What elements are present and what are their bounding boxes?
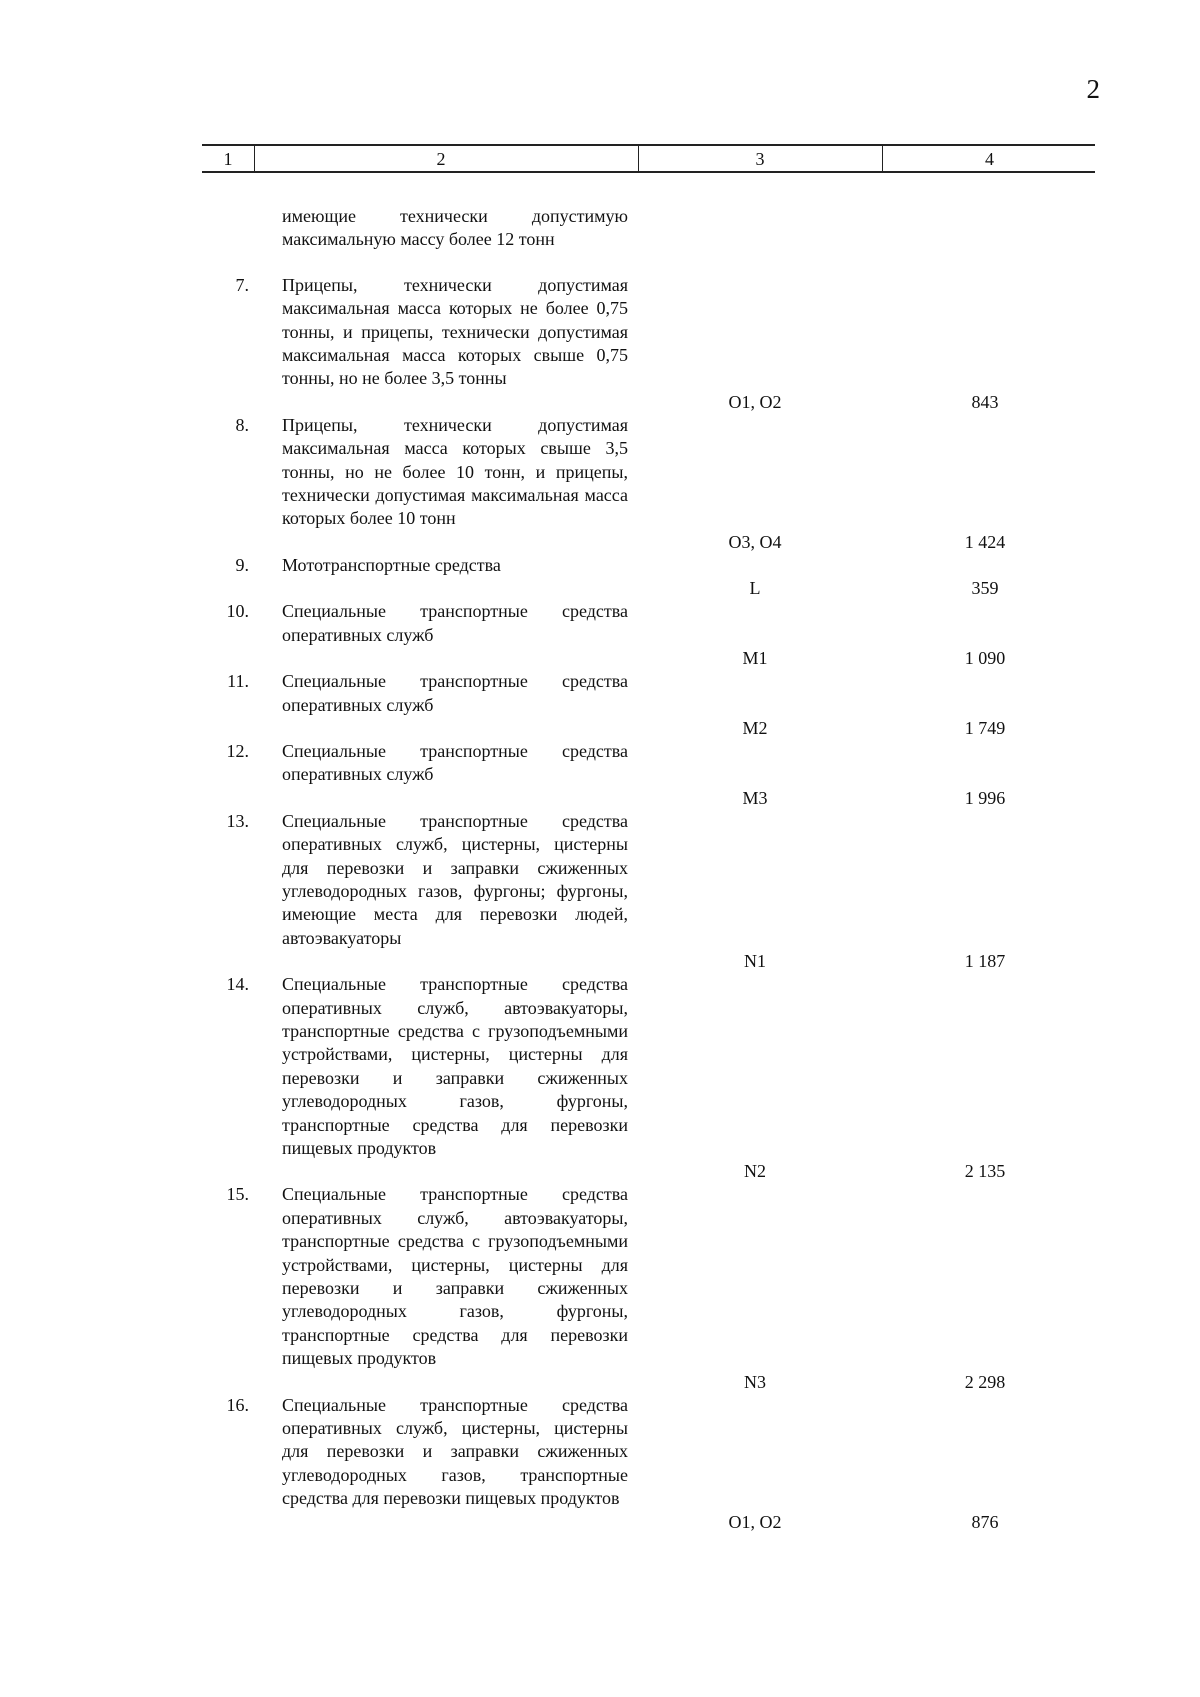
table-header (202, 144, 1095, 173)
row-category: M3 (742, 787, 768, 808)
row-number: 8. (235, 414, 249, 435)
row-value: 1 187 (964, 951, 1006, 972)
table-row (0, 554, 1200, 599)
row-description: Прицепы, технически допустимая максимальная масса которых не более 0,75 тонны, и прицепы, технически допустимая максимальная масса которых свыше 0,75 тонны, но не более 3,5 тонны (282, 274, 628, 389)
row-number: 11. (227, 671, 249, 692)
row-value: 876 (971, 1511, 999, 1532)
row-category: O1, O2 (728, 391, 782, 412)
row-number: 15. (226, 1184, 249, 1205)
row-category: M1 (742, 648, 768, 669)
row-value: 1 749 (964, 717, 1006, 738)
row-number: 9. (235, 554, 249, 575)
row-description: Специальные транспортные средства оперативных служб (282, 740, 628, 785)
table-row (0, 973, 1200, 1182)
row-category: O3, O4 (728, 531, 782, 552)
row-value: 1 090 (964, 648, 1006, 669)
page-number: 2 (1086, 74, 1100, 104)
header-divider (638, 146, 639, 173)
table-row (0, 600, 1200, 669)
row-description: Специальные транспортные средства оперативных служб, автоэвакуаторы, транспортные средства с грузоподъемными устройствами, цистерны, цистерны для перевозки и заправки сжиженных углеводородных газов, фургоны, транспортные средства для перевозки пищевых продуктов (282, 974, 628, 1158)
header-divider (254, 146, 255, 173)
row-category: O1, O2 (728, 1511, 782, 1532)
table-row (0, 670, 1200, 738)
row-category: M2 (742, 717, 768, 738)
header-col-2: 2 (436, 149, 446, 169)
table-body (0, 205, 1200, 1532)
row-category: N3 (744, 1371, 766, 1392)
row-value: 359 (971, 578, 999, 599)
row-value: 2 298 (964, 1371, 1006, 1392)
row-number: 14. (226, 974, 249, 995)
row-number: 16. (226, 1394, 249, 1415)
table-row (0, 740, 1200, 808)
row-number: 7. (235, 274, 249, 295)
row-category: N1 (744, 951, 766, 972)
row-number: 12. (226, 740, 249, 761)
table-row (0, 1183, 1200, 1392)
row-value: 2 135 (964, 1161, 1006, 1182)
row-description: Специальные транспортные средства оперативных служб, цистерны, цистерны для перевозки и заправки сжиженных углеводородных газов, фургоны; фургоны, имеющие места для перевозки людей, автоэвакуаторы (282, 810, 628, 948)
row-description: Мототранспортные средства (282, 554, 501, 575)
row-category: N2 (744, 1161, 766, 1182)
header-col-4: 4 (985, 149, 994, 169)
row-description: имеющие технически допустимую максимальную массу более 12 тонн (282, 206, 628, 250)
table-row (0, 1394, 1200, 1532)
row-description: Специальные транспортные средства оперативных служб (282, 601, 628, 645)
header-col-1: 1 (223, 149, 233, 169)
header-col-3: 3 (755, 149, 765, 169)
row-value: 843 (971, 391, 999, 412)
row-value: 1 996 (964, 787, 1006, 808)
row-number: 10. (226, 601, 249, 622)
row-description: Специальные транспортные средства оперативных служб, автоэвакуаторы, транспортные средства с грузоподъемными устройствами, цистерны, цистерны для перевозки и заправки сжиженных углеводородных газов, фургоны, транспортные средства для перевозки пищевых продуктов (282, 1184, 628, 1369)
row-number: 13. (226, 810, 249, 831)
row-value: 1 424 (964, 531, 1006, 552)
row-category: L (749, 578, 761, 599)
row-description: Специальные транспортные средства оперативных служб, цистерны, цистерны для перевозки и заправки сжиженных углеводородных газов, транспортные средства для перевозки пищевых продуктов (282, 1394, 628, 1509)
row-description: Специальные транспортные средства оперативных служб (282, 671, 628, 715)
table-row (0, 414, 1200, 552)
header-divider (882, 146, 883, 173)
table-row-continuation (0, 205, 1200, 252)
table-row (0, 274, 1200, 412)
table-row (0, 810, 1200, 972)
row-description: Прицепы, технически допустимая максимальная масса которых свыше 3,5 тонны, но не более 10 тонн, и прицепы, технически допустимая максимальная масса которых более 10 тонн (282, 414, 628, 529)
